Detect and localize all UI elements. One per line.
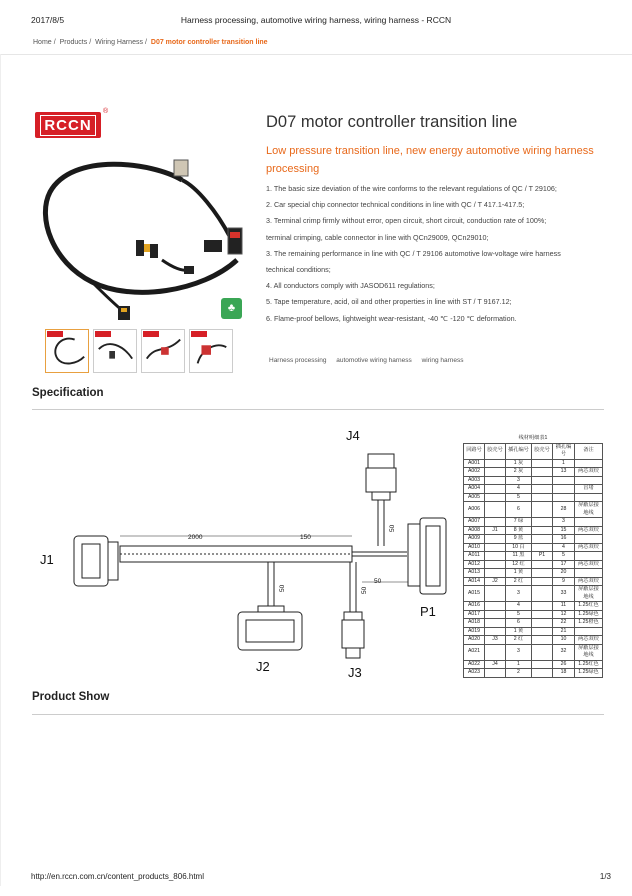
table-cell: A001 xyxy=(464,459,485,468)
table-cell xyxy=(485,560,506,569)
table-cell xyxy=(485,493,506,502)
table-cell xyxy=(485,644,506,660)
table-cell xyxy=(532,560,553,569)
table-cell: 22 xyxy=(553,619,575,628)
table-cell: 9 xyxy=(553,577,575,586)
table-cell: 8 黄 xyxy=(506,526,532,535)
section-divider xyxy=(32,714,604,715)
thumbnail-2[interactable] xyxy=(93,329,137,373)
table-cell xyxy=(532,476,553,485)
table-row xyxy=(464,660,603,669)
table-row xyxy=(464,569,603,578)
table-cell xyxy=(532,468,553,477)
table-row xyxy=(464,502,603,518)
table-cell: 9 蓝 xyxy=(506,535,532,544)
table-cell: A006 xyxy=(464,502,485,518)
table-cell xyxy=(532,636,553,645)
table-cell xyxy=(532,526,553,535)
breadcrumb-products[interactable]: Products xyxy=(59,39,88,46)
leaf-icon[interactable]: ♣ xyxy=(221,298,242,319)
table-cell: 5 xyxy=(553,552,575,561)
table-row xyxy=(464,644,603,660)
table-cell: 7 绿 xyxy=(506,518,532,527)
table-cell xyxy=(485,459,506,468)
table-cell: A009 xyxy=(464,535,485,544)
table-cell: 3 xyxy=(506,476,532,485)
table-cell: 15 xyxy=(553,526,575,535)
table-cell xyxy=(485,518,506,527)
table-cell: 1 黄 xyxy=(506,569,532,578)
tag-link[interactable]: wiring harness xyxy=(421,357,464,364)
table-cell xyxy=(532,610,553,619)
table-cell: 2 红 xyxy=(506,577,532,586)
table-cell xyxy=(532,459,553,468)
table-cell: 3 xyxy=(506,644,532,660)
table-cell xyxy=(553,476,575,485)
table-row xyxy=(464,586,603,602)
table-cell: A022 xyxy=(464,660,485,669)
spec-line: 3. The remaining performance in line with QC / T 29106 automotive low-voltage wire harness xyxy=(266,248,561,258)
table-cell: 屏蔽层接地线 xyxy=(575,586,603,602)
table-cell xyxy=(532,586,553,602)
spec-line: 2. Car special chip connector technical conditions in line with QC / T 417.1-417.5; xyxy=(266,200,525,210)
tag-link[interactable]: automotive wiring harness xyxy=(336,357,412,364)
table-cell: 盲堵 xyxy=(575,485,603,494)
table-header: 插孔编号 xyxy=(553,443,575,459)
label-j4: J4 xyxy=(346,428,360,443)
table-cell: 1.25绿色 xyxy=(575,669,603,678)
table-cell: A003 xyxy=(464,476,485,485)
table-cell xyxy=(532,543,553,552)
table-cell xyxy=(485,535,506,544)
breadcrumb-sep: / xyxy=(144,39,147,46)
table-cell xyxy=(532,644,553,660)
table-cell: 3 xyxy=(506,586,532,602)
tag-link[interactable]: Harness processing xyxy=(269,357,327,364)
spec-line: 4. All conductors comply with JASOD611 regulations; xyxy=(266,281,435,291)
table-cell: A005 xyxy=(464,493,485,502)
table-cell xyxy=(485,543,506,552)
product-spec-list xyxy=(266,181,606,327)
table-cell: J1 xyxy=(485,526,506,535)
dim-50-j4: 50 xyxy=(389,524,396,532)
table-cell xyxy=(532,602,553,611)
table-cell: A015 xyxy=(464,586,485,602)
table-cell: A014 xyxy=(464,577,485,586)
table-cell xyxy=(532,502,553,518)
product-subtitle: Low pressure transition line, new energy automotive wiring harness processing xyxy=(266,145,594,175)
page-edge xyxy=(0,54,1,886)
table-cell: 2 灰 xyxy=(506,468,532,477)
table-cell xyxy=(485,610,506,619)
dim-50-j2: 50 xyxy=(279,584,286,592)
table-row xyxy=(464,535,603,544)
spec-line: 1. The basic size deviation of the wire conforms to the relevant regulations of QC / T 29106; xyxy=(266,184,557,193)
table-cell: 1 灰 xyxy=(506,459,532,468)
table-row xyxy=(464,602,603,611)
table-cell: 2 xyxy=(506,669,532,678)
table-row xyxy=(464,476,603,485)
table-row xyxy=(464,552,603,561)
table-cell xyxy=(575,459,603,468)
table-cell: 33 xyxy=(553,586,575,602)
dim-50-j3: 50 xyxy=(361,586,368,594)
table-cell xyxy=(532,627,553,636)
footer-url: http://en.rccn.com.cn/content_products_806.html xyxy=(31,872,204,881)
table-cell: A017 xyxy=(464,610,485,619)
mini-logo-icon xyxy=(143,331,159,337)
table-cell: 两芯双绞 xyxy=(575,526,603,535)
table-cell: 1 xyxy=(506,660,532,669)
table-cell: 5 xyxy=(506,493,532,502)
table-cell xyxy=(575,627,603,636)
table-cell xyxy=(485,586,506,602)
table-cell xyxy=(532,518,553,527)
table-row xyxy=(464,493,603,502)
table-cell: A013 xyxy=(464,569,485,578)
table-row xyxy=(464,543,603,552)
table-cell xyxy=(485,485,506,494)
wire-detail-table xyxy=(463,434,603,678)
table-cell xyxy=(575,493,603,502)
table-cell xyxy=(485,569,506,578)
table-cell: 16 xyxy=(553,535,575,544)
table-cell xyxy=(575,518,603,527)
table-cell: J4 xyxy=(485,660,506,669)
table-cell: 28 xyxy=(553,502,575,518)
label-p1: P1 xyxy=(420,604,436,619)
product-main-image[interactable] xyxy=(32,142,244,322)
table-cell: A016 xyxy=(464,602,485,611)
table-row xyxy=(464,669,603,678)
table-cell: 1 xyxy=(553,459,575,468)
table-header: 备注 xyxy=(575,443,603,459)
table-cell xyxy=(532,535,553,544)
breadcrumb-sep: / xyxy=(89,39,92,46)
table-cell xyxy=(532,569,553,578)
table-row xyxy=(464,526,603,535)
print-title: Harness processing, automotive wiring harness, wiring harness - RCCN xyxy=(180,15,452,25)
table-cell: A007 xyxy=(464,518,485,527)
table-row xyxy=(464,518,603,527)
table-cell: 6 xyxy=(506,619,532,628)
table-cell xyxy=(485,502,506,518)
table-cell: 20 xyxy=(553,569,575,578)
page-number: 1/3 xyxy=(599,872,611,881)
breadcrumb xyxy=(33,39,270,46)
table-cell xyxy=(532,619,553,628)
table-cell: 4 xyxy=(506,485,532,494)
print-date: 2017/8/5 xyxy=(31,15,65,25)
table-cell xyxy=(485,468,506,477)
table-cell: 10 xyxy=(553,636,575,645)
spec-line: 5. Tape temperature, acid, oil and other properties in line with ST / T 9167.12; xyxy=(266,297,512,307)
table-cell xyxy=(575,476,603,485)
table-row xyxy=(464,636,603,645)
table-header: 胶壳号 xyxy=(532,443,553,459)
table-cell: 11 xyxy=(553,602,575,611)
table-cell: 12 红 xyxy=(506,560,532,569)
table-cell: 两芯双绞 xyxy=(575,560,603,569)
table-row xyxy=(464,459,603,468)
registered-mark: ® xyxy=(103,108,109,115)
table-cell: 1.25绿色 xyxy=(575,610,603,619)
table-row xyxy=(464,610,603,619)
table-cell xyxy=(485,627,506,636)
table-cell: 1.25橙色 xyxy=(575,619,603,628)
table-cell: 21 xyxy=(553,627,575,636)
breadcrumb-home[interactable]: Home xyxy=(33,39,52,46)
label-j2: J2 xyxy=(256,659,270,674)
table-cell: 1.25红色 xyxy=(575,602,603,611)
table-cell: 1 黄 xyxy=(506,627,532,636)
spec-line: 3. Terminal crimp firmly without error, open circuit, short circuit, conduction rate of 100%; xyxy=(266,216,547,226)
header-divider xyxy=(0,54,632,55)
table-cell: A023 xyxy=(464,669,485,678)
table-header-row xyxy=(464,443,603,459)
print-footer xyxy=(31,872,611,881)
product-title: D07 motor controller transition line xyxy=(266,113,518,131)
breadcrumb-current: D07 motor controller transition line xyxy=(150,39,268,46)
table-cell xyxy=(553,493,575,502)
table-cell: A021 xyxy=(464,644,485,660)
table-cell: 3 xyxy=(553,518,575,527)
tag-list xyxy=(269,357,472,364)
section-title-specification: Specification xyxy=(32,387,104,399)
thumbnail-1[interactable] xyxy=(45,329,89,373)
section-title-product-show: Product Show xyxy=(32,691,110,703)
table-cell xyxy=(485,552,506,561)
table-header: 回路号 xyxy=(464,443,485,459)
mini-logo-icon xyxy=(95,331,111,337)
table-row xyxy=(464,485,603,494)
table-cell xyxy=(575,535,603,544)
table-cell: A020 xyxy=(464,636,485,645)
table-cell: 两芯双绞 xyxy=(575,543,603,552)
table-cell: 1.25红色 xyxy=(575,660,603,669)
label-j3: J3 xyxy=(348,665,362,680)
table-row xyxy=(464,468,603,477)
table-cell: 4 xyxy=(553,543,575,552)
spec-line: technical conditions; xyxy=(266,265,331,275)
thumbnail-strip xyxy=(45,329,233,373)
table-cell: 屏蔽层接地线 xyxy=(575,502,603,518)
table-cell xyxy=(485,602,506,611)
table-cell: A010 xyxy=(464,543,485,552)
table-cell: P1 xyxy=(532,552,553,561)
table-cell: 屏蔽层接地线 xyxy=(575,644,603,660)
spec-line: 6. Flame-proof bellows, lightweight wear-resistant, -40 ℃ -120 ℃ deformation. xyxy=(266,313,517,323)
table-header: 胶壳号 xyxy=(485,443,506,459)
table-cell xyxy=(553,485,575,494)
dim-2000: 2000 xyxy=(188,534,203,541)
rccn-logo[interactable] xyxy=(35,112,101,138)
table-cell: 12 xyxy=(553,610,575,619)
mini-logo-icon xyxy=(191,331,207,337)
table-cell xyxy=(532,493,553,502)
section-divider xyxy=(32,409,604,410)
table-cell: A008 xyxy=(464,526,485,535)
table-cell xyxy=(575,552,603,561)
table-cell: J2 xyxy=(485,577,506,586)
table-cell: 两芯双绞 xyxy=(575,468,603,477)
table-cell: J3 xyxy=(485,636,506,645)
label-j1: J1 xyxy=(40,552,54,567)
table-cell: A019 xyxy=(464,627,485,636)
table-row xyxy=(464,627,603,636)
table-cell xyxy=(575,569,603,578)
table-header: 插孔编号 xyxy=(506,443,532,459)
table-cell: 6 xyxy=(506,502,532,518)
logo-text: RCCN xyxy=(40,115,95,136)
table-cell: 10 白 xyxy=(506,543,532,552)
thumbnail-4[interactable] xyxy=(189,329,233,373)
table-row xyxy=(464,560,603,569)
table-cell: A018 xyxy=(464,619,485,628)
table-cell: 两芯双绞 xyxy=(575,636,603,645)
table-cell: 17 xyxy=(553,560,575,569)
dim-50-p1: 50 xyxy=(374,578,382,585)
table-cell: A004 xyxy=(464,485,485,494)
breadcrumb-category[interactable]: Wiring Harness xyxy=(95,39,143,46)
table-caption: 线材明细表1 xyxy=(518,434,548,441)
spec-line: terminal crimping, cable connector in line with QCn29009, QCn29010; xyxy=(266,232,489,242)
table-cell xyxy=(532,660,553,669)
table-cell xyxy=(485,476,506,485)
table-cell: A011 xyxy=(464,552,485,561)
table-cell: 13 xyxy=(553,468,575,477)
table-cell: 2 红 xyxy=(506,636,532,645)
table-cell: 11 黑 xyxy=(506,552,532,561)
table-cell xyxy=(485,669,506,678)
table-cell: 26 xyxy=(553,660,575,669)
mini-logo-icon xyxy=(47,331,63,337)
table-cell: 4 xyxy=(506,602,532,611)
table-cell xyxy=(532,485,553,494)
breadcrumb-sep: / xyxy=(53,39,56,46)
thumbnail-3[interactable] xyxy=(141,329,185,373)
table-cell xyxy=(532,669,553,678)
table-cell: 32 xyxy=(553,644,575,660)
table-cell: 18 xyxy=(553,669,575,678)
table-cell: 两芯双绞 xyxy=(575,577,603,586)
table-row xyxy=(464,577,603,586)
table-cell: A002 xyxy=(464,468,485,477)
table-cell xyxy=(532,577,553,586)
table-body xyxy=(464,459,603,677)
table-cell xyxy=(485,619,506,628)
table-row xyxy=(464,619,603,628)
table-cell: 5 xyxy=(506,610,532,619)
table-cell: A012 xyxy=(464,560,485,569)
dim-150: 150 xyxy=(300,534,311,541)
